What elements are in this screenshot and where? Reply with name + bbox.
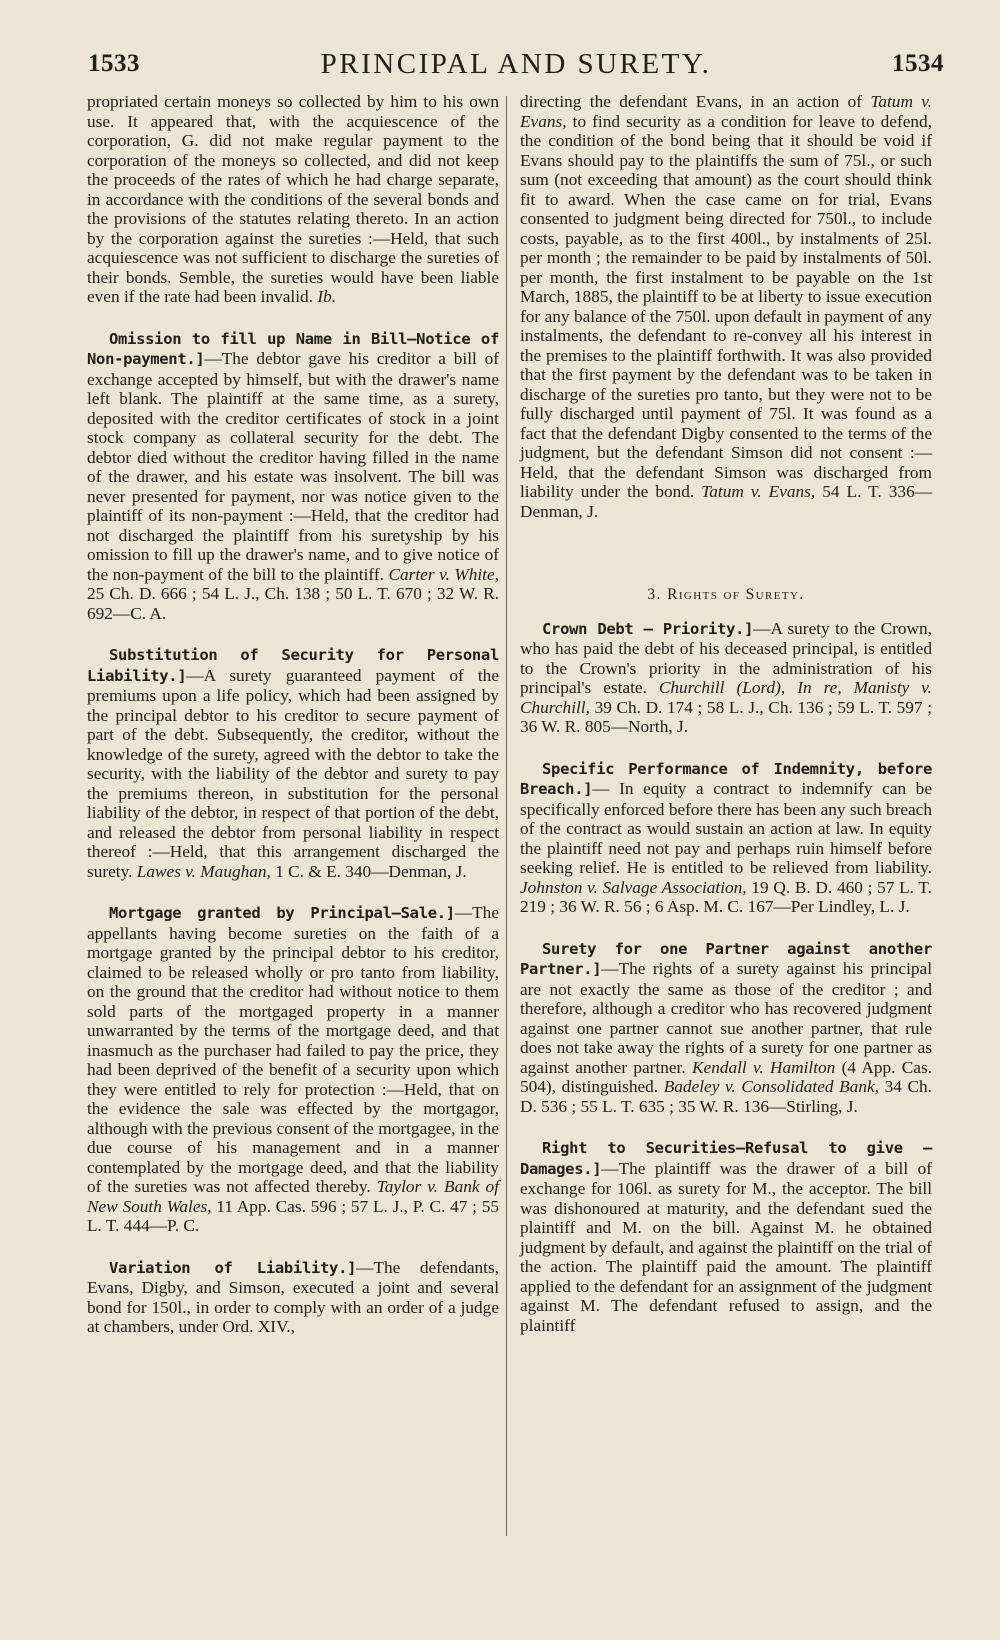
case-citation: Badeley v. Consolidated Bank, (663, 1077, 879, 1096)
entry-heading: Specific Performance of Indemnity, before Breach.] (520, 759, 932, 798)
entry-variation-of-liability (87, 1258, 499, 1337)
running-title: PRINCIPAL AND SURETY. (320, 48, 712, 80)
entry-crown-debt-priority (520, 619, 932, 737)
report-reference: 54 L. T. 336—Denman, J. (520, 482, 932, 521)
entry-text: —The plaintiff was the drawer of a bill of exchange for 106l. as surety for M., the acceptor. The bill was dishonoured at maturity, and the defendant sued the plaintiff and M. on the bill. Against M. he obtained judgment by default, and against the plaintiff on the trial of the action. The plaintiff paid the amount. The plaintiff applied to the defendant for an assignment of the judgment against M. The defendant refused to assign, and the plaintiff (520, 1158, 932, 1335)
case-citation: Tatum v. Evans, (701, 482, 816, 501)
column-divider (506, 96, 507, 1536)
citation: Ib. (317, 287, 337, 306)
entry-heading: Right to Securities—Refusal to give — Damages.] (520, 1139, 932, 1178)
case-citation: Taylor v. Bank of New South Wales, (87, 1177, 499, 1216)
report-reference: 25 Ch. D. 666 ; 54 L. J., Ch. 138 ; 50 L. T. 670 ; 32 W. R. 692—C. A. (87, 584, 499, 623)
entry-text: —The appellants having become sureties on the faith of a mortgage granted by the principal debtor to his creditor, claimed to be released wholly or pro tanto from liability, on the ground that the creditor had without notice to them sold parts of the mortgaged property in a manner unwarranted by the terms of the mortgage deed, and that inasmuch as the purchaser had failed to pay the price, they had been deprived of the benefit of a security upon which they were entitled to rely for protection :—Held, that on the evidence the sale was effected by the mortgagor, although with the previous consent of the mortgagee, in the due course of his management and in a manner contemplated by the mortgage deed, and that the liability of the sureties was not affected thereby. (87, 903, 499, 1196)
report-reference: 39 Ch. D. 174 ; 58 L. J., Ch. 136 ; 59 L. T. 597 ; 36 W. R. 805—North, J. (520, 697, 932, 736)
continuation-text: to find security as a condition for leave to defend, the condition of the bond being that it should be void if Evans should pay to the plaintiffs the sum of 75l., or such sum (not exceeding that amount) as the court should think fit to award. When the case came on for trial, Evans consented to judgment being directed for 750l., to include costs, payable, as to the first 400l., by instalments of 25l. per month ; the remainder to be paid by instalments of 50l. per month, the first instalment to be payable on the 1st March, 1885, the plaintiff to be at liberty to issue execution for any balance of the 750l. upon default in payment of any instalments, the defendant to re-convey all his interest in the premises to the plaintiff forthwith. It was also provided that the first payment by the defendant was to be taken in discharge of the sureties pro tanto, but they were not to be fully discharged until payment of 75l. It was found as a fact that the defendant Digby consented to the terms of the judgment, but the defendant Simson did not consent :—Held, that the defendant Simson was discharged from liability under the bond. (520, 111, 932, 501)
report-reference: 11 App. Cas. 596 ; 57 L. J., P. C. 47 ; 55 L. T. 444—P. C. (87, 1196, 499, 1235)
entry-mortgage-granted-by-principal (87, 903, 499, 1236)
continuation-paragraph (87, 92, 499, 307)
report-reference: 1 C. & E. 340—Denman, J. (275, 861, 467, 881)
case-citation: Kendall v. Hamilton (692, 1057, 836, 1077)
section-heading: 3. Rights of Surety. (647, 586, 805, 603)
case-citation: Johnston v. Salvage Association, (520, 877, 747, 897)
entry-specific-performance (520, 759, 932, 917)
entry-text: — In equity a contract to indemnify can be specifically enforced before there has been any such breach of the contract as would sustain an action at law. In equity the plaintiff need not pay and perhaps ruin himself before seeking relief. He is entitled to be relieved from liability. (520, 779, 932, 877)
entry-heading: Substitution of Security for Personal Liability.] (87, 646, 499, 685)
continuation-paragraph (520, 92, 932, 521)
case-citation: Tatum v. Evans, (520, 92, 932, 131)
page-number-right: 1534 (892, 50, 944, 77)
case-citation: Lawes v. Maughan, (136, 861, 271, 881)
entry-text: —The debtor gave his creditor a bill of exchange accepted by himself, but with the drawer's name left blank. The plaintiff at the same time, as a surety, deposited with the creditor certificates of stock in a joint stock company as collateral security for the debt. The debtor died without the creditor having filled in the name of the drawer, and his estate was insolvent. The bill was never presented for payment, nor was notice given to the plaintiff of its non-payment :—Held, that the creditor had not discharged the plaintiff from his suretyship by his omission to fill up the drawer's name, and to give notice of the non-payment of the bill to the plaintiff. (87, 349, 499, 584)
entry-surety-for-one-partner (520, 939, 932, 1117)
report-reference: (4 App. Cas. 504), distinguished. (520, 1057, 933, 1096)
entry-text: —The rights of a surety against his principal are not exactly the same as those of the creditor ; and therefore, although a creditor who has recovered judgment against one partner cannot sue another partner, that rule does not take away the rights of a surety for one partner as against another partner. (520, 959, 932, 1077)
page-number-left: 1533 (88, 50, 140, 77)
entry-omission-to-fill-up-name (87, 329, 499, 624)
continuation-text: propriated certain moneys so collected by him to his own use. It appeared that, with the acquiescence of the corporation, G. did not make regular payment to the corporation of the moneys so collected, and did not keep the proceeds of the rates of which he had charge separate, in accordance with the conditions of the several bonds and the provisions of the statutes relating thereto. In an action by the corporation against the sureties :—Held, that such acquiescence was not sufficient to discharge the sureties of their bonds. Semble, the sureties would have been liable even if the rate had been invalid. (87, 92, 499, 306)
entry-substitution-of-security (87, 645, 499, 881)
entry-heading: Mortgage granted by Principal—Sale.] (109, 904, 455, 922)
entry-text: —A surety to the Crown, who has paid the debt of his deceased principal, is entitled to the Crown's priority in the administration of his principal's estate. (520, 618, 932, 697)
left-column (87, 92, 499, 1337)
entry-heading: Omission to fill up Name in Bill—Notice of Non-payment.] (87, 329, 499, 368)
entry-text: —The defendants, Evans, Digby, and Simson, executed a joint and several bond for 150l., in order to comply with an order of a judge at chambers, under Ord. XIV., (87, 1257, 499, 1336)
report-reference: 19 Q. B. D. 460 ; 57 L. T. 219 ; 36 W. R. 56 ; 6 Asp. M. C. 167—Per Lindley, L. J. (520, 877, 932, 916)
continuation-text: directing the defendant Evans, in an action of (520, 92, 862, 111)
entry-text: —A surety guaranteed payment of the premiums upon a life policy, which had been assigned by the principal debtor to his creditor to secure payment of part of the debt. Subsequently, the creditor, without the knowledge of the surety, agreed with the debtor to take the security, with the liability of the debtor and surety to pay the premiums thereon, in substitution for the personal liability of the debtor, in respect of that portion of the debt, and released the debtor from personal liability in respect thereof :—Held, that this arrangement discharged the surety. (87, 665, 499, 881)
entry-heading: Surety for one Partner against another Partner.] (520, 939, 932, 978)
page-header (88, 50, 944, 86)
entry-heading: Crown Debt — Priority.] (542, 619, 754, 638)
right-column (520, 92, 932, 1335)
entry-right-to-securities (520, 1138, 932, 1335)
case-citation: Churchill (Lord), In re, Manisty v. Churchill, (520, 678, 932, 717)
case-citation: Carter v. White, (388, 564, 499, 584)
entry-heading: Variation of Liability.] (109, 1258, 357, 1277)
report-reference: 34 Ch. D. 536 ; 55 L. T. 635 ; 35 W. R. 136—Stirling, J. (520, 1077, 932, 1116)
